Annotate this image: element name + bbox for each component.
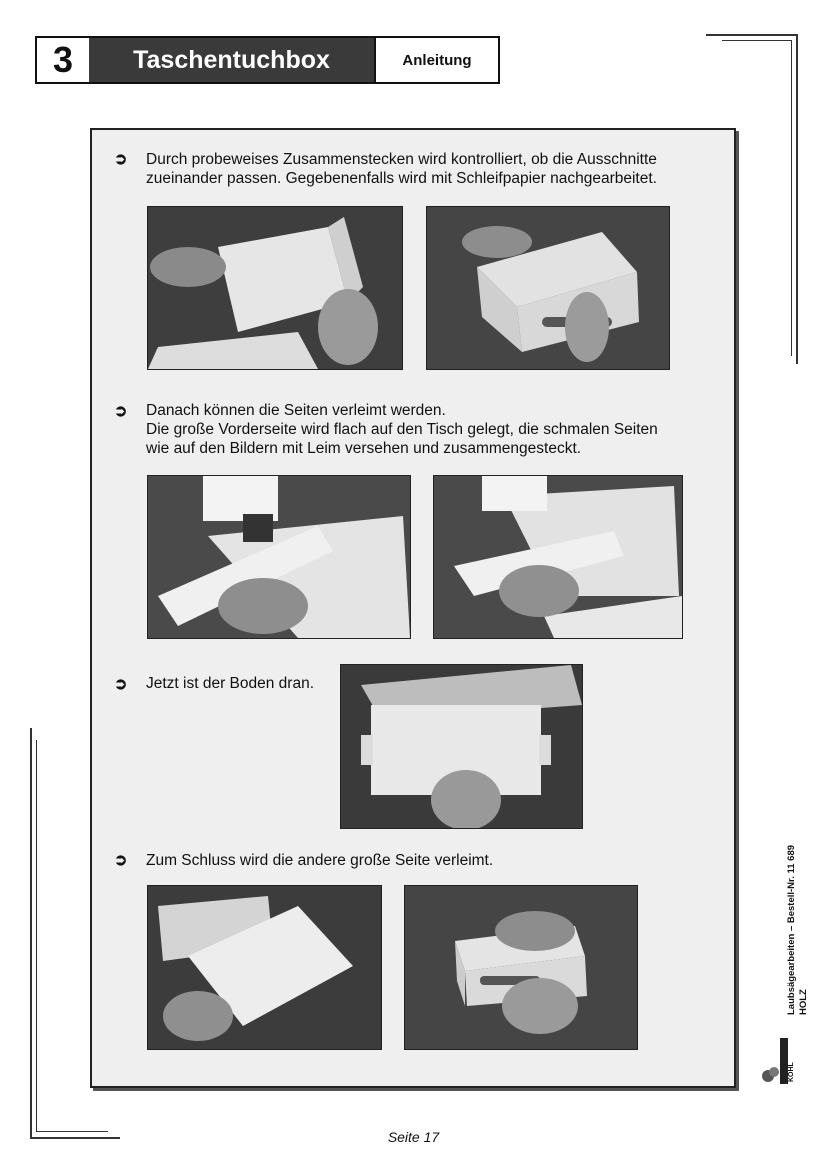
photo-test-fit-closed — [426, 206, 670, 370]
page-number: Seite 17 — [387, 1129, 440, 1145]
photo-test-fit-box — [147, 206, 403, 370]
step-3-text: Jetzt ist der Boden dran. — [146, 675, 315, 692]
photo-glue-side-2 — [433, 475, 683, 639]
chapter-number: 3 — [35, 36, 91, 84]
sidebar-order-info: Laubsägearbeiten – Bestell-Nr. 11 689 HOLZ — [786, 844, 809, 1015]
page-title: Taschentuchbox — [89, 36, 376, 84]
frame-line — [722, 40, 792, 41]
frame-line — [30, 728, 32, 1138]
photo-finished-box — [404, 885, 638, 1050]
bullet-arrow-icon: ➲ — [114, 403, 128, 420]
frame-line — [706, 34, 798, 36]
svg-text:KOHL: KOHL — [788, 1062, 795, 1082]
step-1-text: Durch probeweises Zusammenstecken wird kontrolliert, ob die Ausschnitte zueinander passen. Gegebenenfalls wird mit Schleifpapier nachgearbeitet. — [146, 151, 657, 187]
frame-line — [791, 40, 792, 356]
photo-glue-side-1 — [147, 475, 411, 639]
bullet-arrow-icon: ➲ — [114, 151, 128, 168]
photo-attach-bottom — [340, 664, 583, 829]
frame-line — [36, 740, 37, 1132]
bullet-arrow-icon: ➲ — [114, 852, 128, 869]
frame-line — [796, 34, 798, 364]
publisher-logo — [760, 1018, 798, 1086]
step-4-text: Zum Schluss wird die andere große Seite verleimt. — [146, 852, 494, 869]
section-tag: Anleitung — [374, 36, 500, 84]
step-2-text: Danach können die Seiten verleimt werden. Die große Vorderseite wird flach auf den Tisch gelegt, die schmalen Seiten wie auf den Bildern mit Leim versehen und zusammengesteckt. — [146, 402, 658, 457]
photo-glue-large-side — [147, 885, 382, 1050]
bullet-arrow-icon: ➲ — [114, 676, 128, 693]
